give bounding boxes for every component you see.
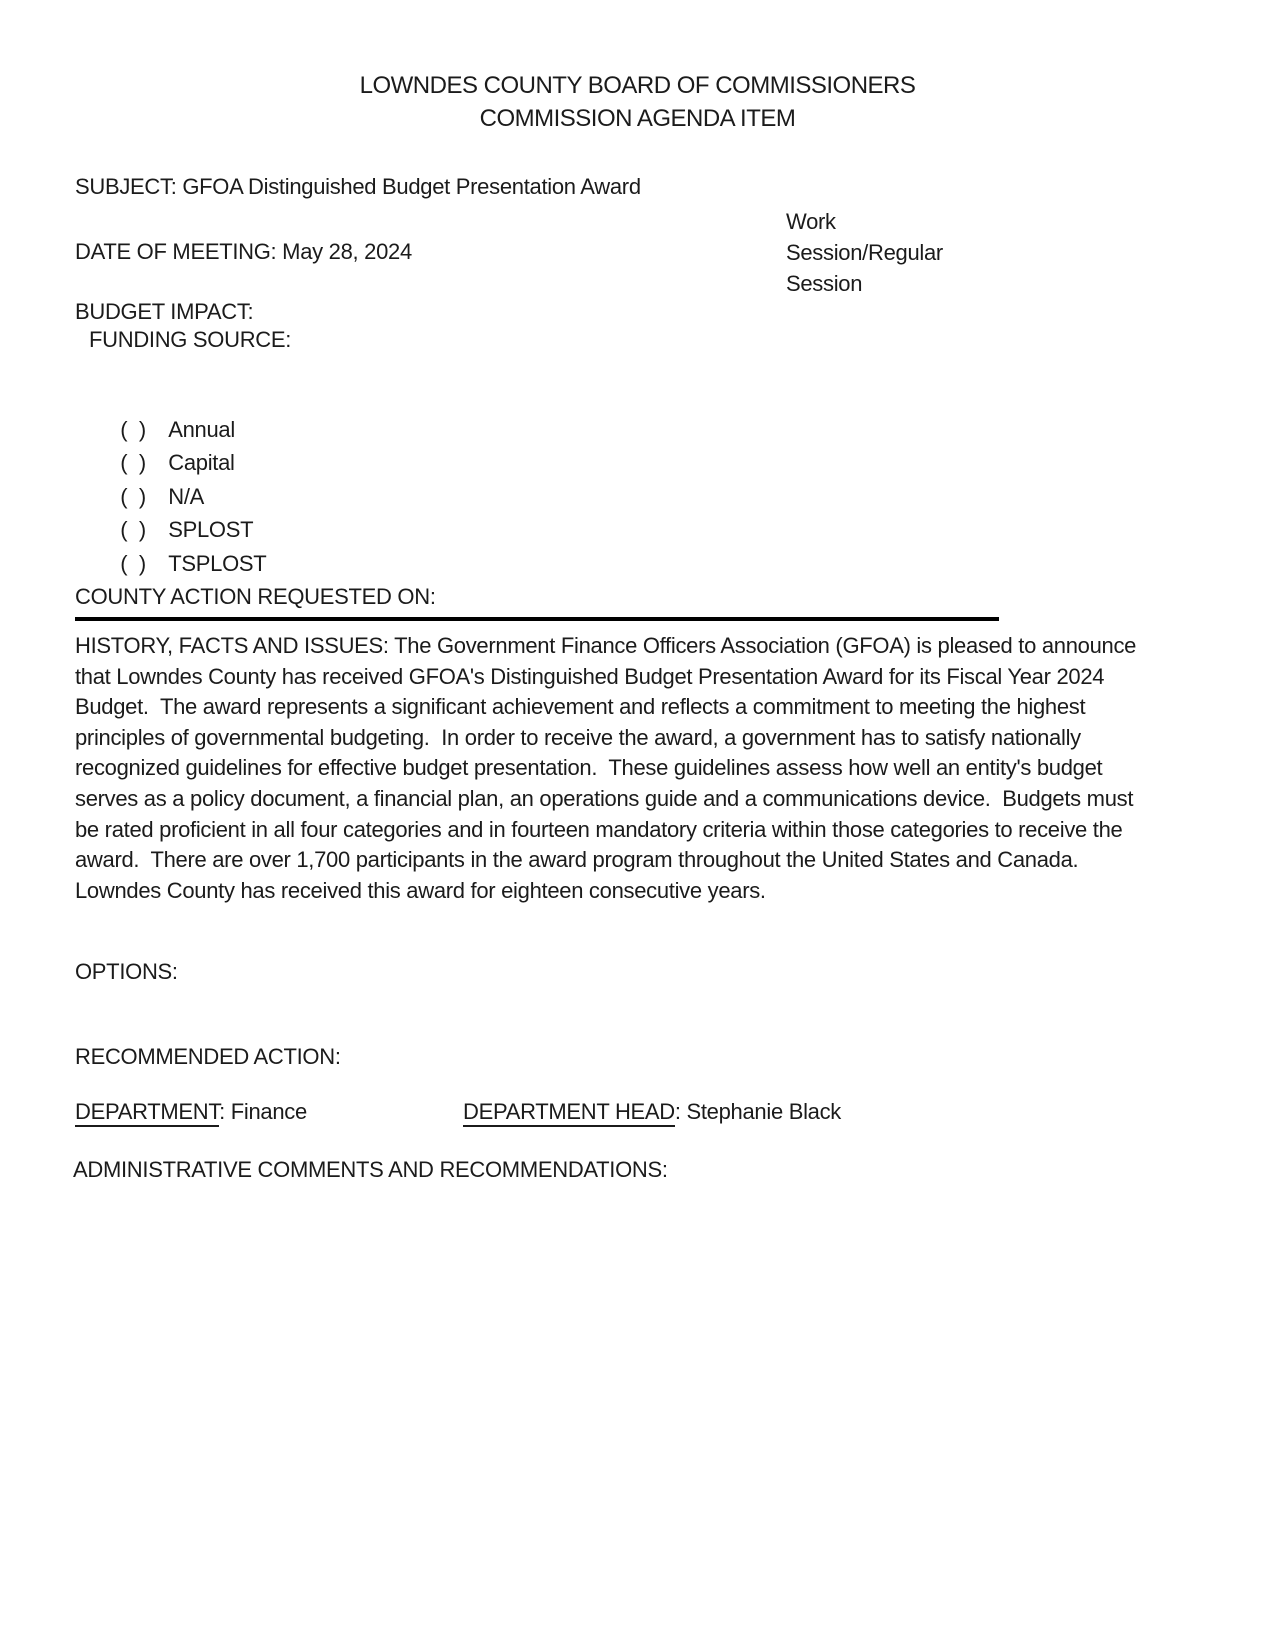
budget-impact-label: BUDGET IMPACT: bbox=[75, 299, 254, 324]
options-label: OPTIONS: bbox=[75, 959, 178, 984]
history-facts-issues-paragraph: HISTORY, FACTS AND ISSUES: The Government Finance Officers Association (GFOA) is pleased to announce that Lowndes County has received GFOA's Distinguished Budget Presentation Award for its Fiscal Year 2024 Budget. The award represents a significant achievement and reflects a commitment to meeting the highest principles of governmental budgeting. In order to receive the award, a government has to satisfy nationally recognized guidelines for effective budget presentation. These guidelines assess how well an entity's budget serves as a policy document, a financial plan, an operations guide and a communications device. Budgets must be rated proficient in all four categories and in fourteen mandatory criteria within those categories to receive the award. There are over 1,700 participants in the award program throughout the United States and Canada. Lowndes County has received this award for eighteen consecutive years. bbox=[75, 633, 1142, 903]
funding-option-label: Capital bbox=[168, 450, 235, 475]
funding-option-label: SPLOST bbox=[168, 517, 254, 542]
county-action-label: COUNTY ACTION REQUESTED ON: bbox=[75, 584, 436, 609]
department-label: DEPARTMENT bbox=[75, 1099, 219, 1127]
checkbox-empty-icon: ( ) bbox=[120, 517, 146, 542]
funding-option-label: TSPLOST bbox=[168, 551, 267, 576]
session-type: Work Session/Regular Session bbox=[786, 209, 943, 296]
department-head-label: DEPARTMENT HEAD bbox=[463, 1099, 675, 1127]
document-title-line1: LOWNDES COUNTY BOARD OF COMMISSIONERS bbox=[359, 72, 916, 99]
checkbox-empty-icon: ( ) bbox=[120, 450, 146, 475]
checkbox-empty-icon: ( ) bbox=[120, 484, 146, 509]
department-head-value: : Stephanie Black bbox=[674, 1099, 841, 1124]
administrative-comments-label: ADMINISTRATIVE COMMENTS AND RECOMMENDATIONS: bbox=[73, 1157, 668, 1182]
recommended-action-label: RECOMMENDED ACTION: bbox=[75, 1044, 341, 1069]
department-value: : Finance bbox=[219, 1099, 307, 1124]
subject-line: SUBJECT: GFOA Distinguished Budget Presentation Award bbox=[75, 174, 641, 199]
department-head-field bbox=[463, 1099, 841, 1125]
checkbox-empty-icon: ( ) bbox=[120, 417, 146, 442]
document-title-line2: COMMISSION AGENDA ITEM bbox=[479, 105, 796, 132]
funding-option-label: N/A bbox=[168, 484, 205, 509]
funding-source-label: FUNDING SOURCE: bbox=[89, 327, 292, 352]
department-field bbox=[75, 1099, 307, 1125]
county-action-underline bbox=[75, 617, 999, 621]
funding-option-label: Annual bbox=[168, 417, 235, 442]
date-of-meeting-line: DATE OF MEETING: May 28, 2024 bbox=[75, 239, 412, 264]
checkbox-empty-icon: ( ) bbox=[120, 551, 146, 576]
